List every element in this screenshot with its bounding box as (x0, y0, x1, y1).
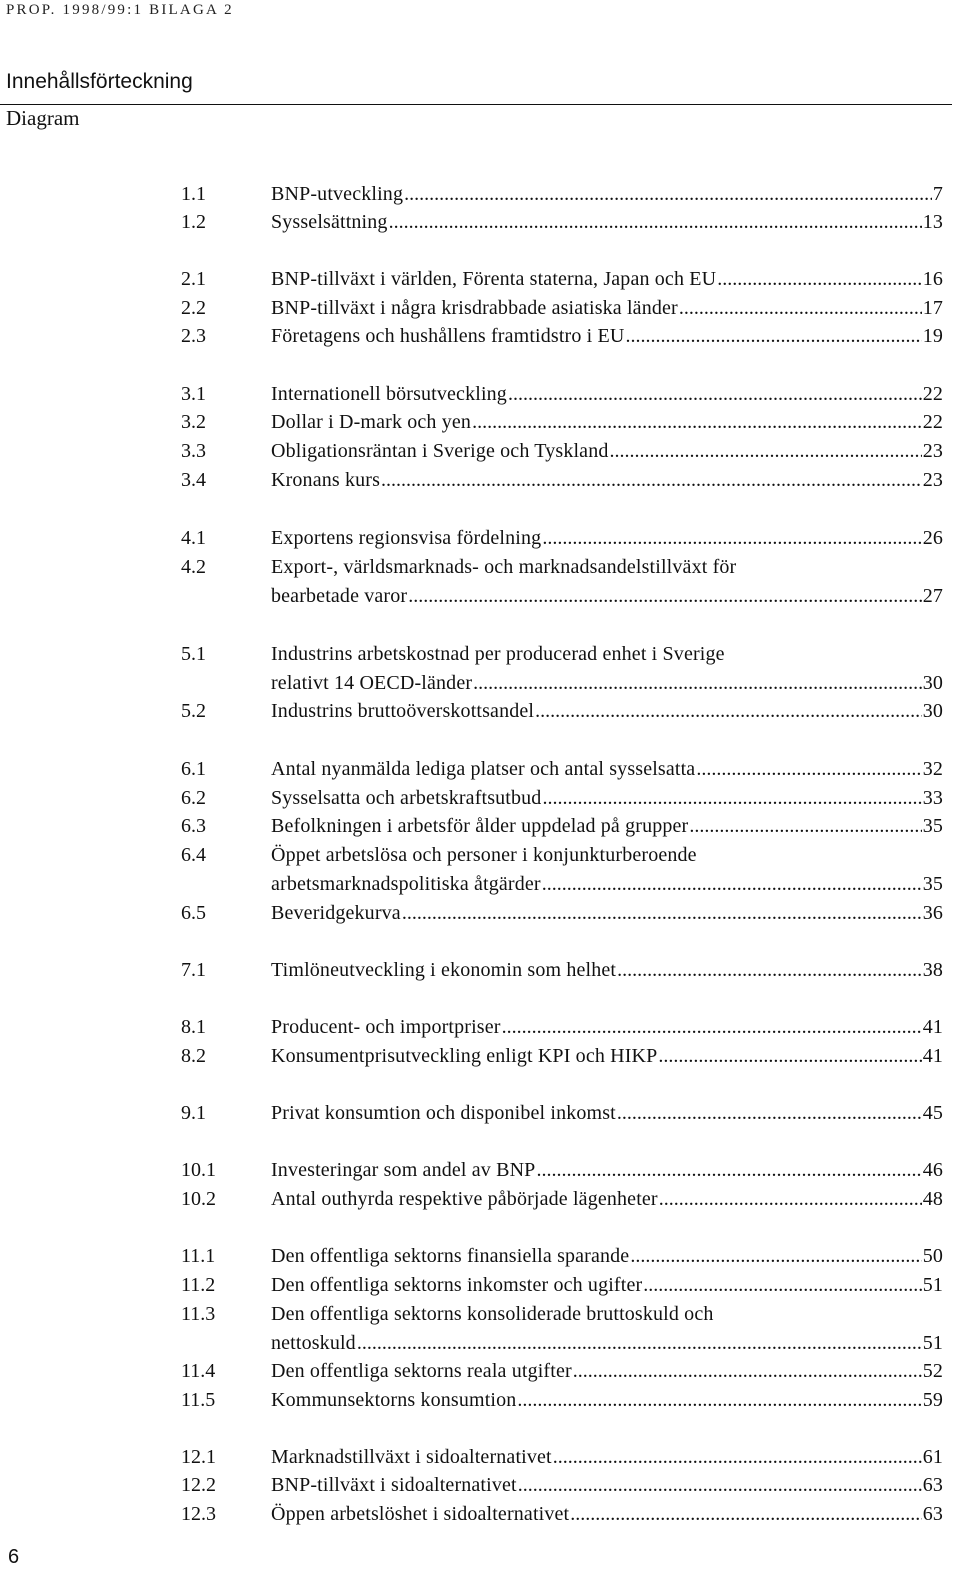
toc-entry-leader-line (271, 1156, 943, 1185)
page-number: 6 (8, 1546, 20, 1568)
toc-entry-body (271, 1300, 943, 1358)
toc-entry-number: 7.1 (181, 959, 206, 981)
toc-entry-title: Antal nyanmälda lediga platser och antal sysselsatta (271, 758, 696, 780)
toc-entry-body (271, 841, 943, 899)
toc-entry-body (271, 466, 943, 495)
dot-leader (542, 870, 922, 899)
toc-entry-title: Industrins bruttoöverskottsandel (271, 700, 535, 722)
toc-entry-body (271, 322, 943, 351)
toc-entry-page: 50 (922, 1245, 943, 1267)
toc-entry-body (271, 1471, 943, 1500)
dot-leader (542, 524, 921, 553)
toc-entry-page: 23 (922, 440, 943, 462)
dot-leader (643, 1271, 921, 1300)
toc-entry-title-line: Industrins arbetskostnad per producerad enhet i Sverige (271, 643, 725, 665)
toc-entry-leader-line (271, 208, 943, 237)
toc-entry-page: 26 (922, 527, 943, 549)
toc-entry-leader-line (271, 755, 943, 784)
dot-leader (553, 1443, 922, 1472)
toc-entry-body (271, 1443, 943, 1472)
dot-leader (630, 1242, 921, 1271)
toc-entry-page: 35 (922, 873, 943, 895)
toc-entry-page: 38 (922, 959, 943, 981)
toc-entry-title: Internationell börsutveckling (271, 383, 507, 405)
dot-leader (404, 180, 932, 209)
toc-entry-page: 16 (922, 268, 943, 290)
toc-entry-leader-line (271, 1099, 943, 1128)
toc-entry-body (271, 524, 943, 553)
dot-leader (535, 697, 922, 726)
toc-entry-number: 4.2 (181, 556, 206, 578)
toc-entry-title: Kommunsektorns konsumtion (271, 1389, 517, 1411)
toc-entry-body (271, 265, 943, 294)
page-header: PROP. 1998/99:1 BILAGA 2 (6, 2, 234, 18)
toc-entry-title: Företagens och hushållens framtidstro i EU (271, 325, 625, 347)
toc-entry-body (271, 1156, 943, 1185)
toc-entry-leader-line (271, 1500, 943, 1529)
toc-entry-page: 51 (922, 1274, 943, 1296)
toc-entry-leader-line (271, 1386, 943, 1415)
toc-entry-body (271, 1185, 943, 1214)
dot-leader (473, 669, 922, 698)
toc-entry-body (271, 812, 943, 841)
toc-entry-title: BNP-utveckling (271, 183, 404, 205)
toc-entry-body (271, 294, 943, 323)
toc-entry-leader-line (271, 784, 943, 813)
toc-entry-title: Investeringar som andel av BNP (271, 1159, 536, 1181)
toc-entry-number: 11.1 (181, 1245, 216, 1267)
toc-entry-number: 6.1 (181, 758, 206, 780)
document-title: Innehållsförteckning (6, 70, 193, 93)
toc-entry-title-line: Export-, världsmarknads- och marknadsandelstillväxt för (271, 556, 737, 578)
toc-entry-title: Sysselsättning (271, 211, 388, 233)
toc-entry-body (271, 899, 943, 928)
toc-entry-body (271, 1271, 943, 1300)
toc-entry-title: Konsumentprisutveckling enligt KPI och HIKP (271, 1045, 658, 1067)
toc-entry-number: 1.2 (181, 211, 206, 233)
toc-entry-body (271, 755, 943, 784)
toc-entry-leader-line (271, 1042, 943, 1071)
toc-entry-page: 36 (922, 902, 943, 924)
toc-entry-number: 2.2 (181, 297, 206, 319)
toc-entry-number: 10.1 (181, 1159, 216, 1181)
dot-leader (659, 1185, 922, 1214)
dot-leader (508, 380, 922, 409)
toc-entry-title: Exportens regionsvisa fördelning (271, 527, 542, 549)
toc-entry-page: 46 (922, 1159, 943, 1181)
dot-leader (536, 1156, 921, 1185)
toc-entry-number: 6.5 (181, 902, 206, 924)
dot-leader (610, 437, 922, 466)
toc-entry-number: 1.1 (181, 183, 206, 205)
dot-leader (679, 294, 922, 323)
toc-entry-number: 12.1 (181, 1446, 216, 1468)
toc-entry-body (271, 697, 943, 726)
toc-entry-number: 3.1 (181, 383, 206, 405)
toc-entry-leader-line (271, 1329, 943, 1358)
toc-entry-page: 7 (932, 183, 943, 205)
toc-entry-body (271, 408, 943, 437)
section-label: Diagram (6, 106, 80, 130)
dot-leader (617, 956, 922, 985)
toc-entry-page: 41 (922, 1045, 943, 1067)
toc-entry-leader-line (271, 265, 943, 294)
toc-entry-leader-line (271, 812, 943, 841)
toc-entry-number: 6.4 (181, 844, 206, 866)
toc-entry-leader-line (271, 524, 943, 553)
toc-entry-page: 27 (922, 585, 943, 607)
toc-entry-leader-line (271, 437, 943, 466)
toc-entry-number: 3.2 (181, 411, 206, 433)
toc-entry-number: 2.3 (181, 325, 206, 347)
toc-entry-page: 23 (922, 469, 943, 491)
dot-leader (518, 1471, 922, 1500)
toc-entry-leader-line (271, 870, 943, 899)
toc-entry-title: Den offentliga sektorns reala utgifter (271, 1360, 572, 1382)
toc-entry-title: Marknadstillväxt i sidoalternativet (271, 1446, 552, 1468)
dot-leader (381, 466, 922, 495)
toc-entry-number: 6.2 (181, 787, 206, 809)
toc-entry-leader-line (271, 697, 943, 726)
toc-entry-body (271, 640, 943, 698)
toc-entry-number: 12.3 (181, 1503, 216, 1525)
toc-entry-leader-line (271, 294, 943, 323)
dot-leader (389, 208, 922, 237)
toc-entry-page: 13 (922, 211, 943, 233)
toc-entry-number: 11.4 (181, 1360, 216, 1382)
dot-leader (517, 1386, 921, 1415)
toc-entry-page: 63 (922, 1474, 943, 1496)
toc-entry-title-line: Den offentliga sektorns konsoliderade bruttoskuld och (271, 1303, 714, 1325)
toc-entry-leader-line (271, 956, 943, 985)
toc-entry-page: 48 (922, 1188, 943, 1210)
toc-entry-page: 59 (922, 1389, 943, 1411)
toc-entry-leader-line (271, 582, 943, 611)
toc-entry-body (271, 1386, 943, 1415)
toc-entry-page: 61 (922, 1446, 943, 1468)
toc-entry-body (271, 1013, 943, 1042)
toc-entry-title: Befolkningen i arbetsför ålder uppdelad på grupper (271, 815, 689, 837)
toc-entry-leader-line (271, 322, 943, 351)
dot-leader (357, 1329, 922, 1358)
toc-entry-title: BNP-tillväxt i världen, Förenta staterna, Japan och EU (271, 268, 717, 290)
toc-entry-number: 11.5 (181, 1389, 216, 1411)
toc-entry-body (271, 553, 943, 611)
toc-entry-body (271, 1042, 943, 1071)
toc-entry-leader-line (271, 180, 943, 209)
toc-entry-title: Timlöneutveckling i ekonomin som helhet (271, 959, 617, 981)
dot-leader (617, 1099, 922, 1128)
toc-entry-body (271, 380, 943, 409)
dot-leader (625, 322, 921, 351)
toc-entry-page: 19 (922, 325, 943, 347)
toc-entry-page: 52 (922, 1360, 943, 1382)
toc-entry-title: BNP-tillväxt i några krisdrabbade asiatiska länder (271, 297, 678, 319)
toc-entry-number: 3.3 (181, 440, 206, 462)
toc-entry-page: 30 (922, 700, 943, 722)
toc-entry-title: Den offentliga sektorns finansiella sparande (271, 1245, 630, 1267)
toc-entry-leader-line (271, 1471, 943, 1500)
dot-leader (408, 582, 921, 611)
toc-entry-leader-line (271, 408, 943, 437)
toc-entry-leader-line (271, 899, 943, 928)
toc-entry-body (271, 1357, 943, 1386)
toc-entry-leader-line (271, 380, 943, 409)
toc-entry-number: 11.3 (181, 1303, 216, 1325)
toc-entry-title: relativt 14 OECD-länder (271, 672, 473, 694)
dot-leader (658, 1042, 921, 1071)
toc-entry-page: 32 (922, 758, 943, 780)
toc-entry-number: 8.1 (181, 1016, 206, 1038)
dot-leader (502, 1013, 922, 1042)
dot-leader (717, 265, 921, 294)
toc-entry-body (271, 1242, 943, 1271)
toc-entry-body (271, 180, 943, 209)
toc-entry-body (271, 784, 943, 813)
toc-entry-title: Öppen arbetslöshet i sidoalternativet (271, 1503, 570, 1525)
toc-entry-page: 63 (922, 1503, 943, 1525)
toc-entry-leader-line (271, 1443, 943, 1472)
toc-entry-title: Kronans kurs (271, 469, 381, 491)
toc-entry-number: 10.2 (181, 1188, 216, 1210)
toc-entry-title: bearbetade varor (271, 585, 408, 607)
toc-entry-body (271, 1099, 943, 1128)
toc-entry-leader-line (271, 669, 943, 698)
toc-entry-body (271, 208, 943, 237)
toc-entry-title: Beveridgekurva (271, 902, 401, 924)
toc-entry-leader-line (271, 1271, 943, 1300)
toc-entry-leader-line (271, 1013, 943, 1042)
toc-entry-title: Sysselsatta och arbetskraftsutbud (271, 787, 542, 809)
toc-entry-title: arbetsmarknadspolitiska åtgärder (271, 873, 541, 895)
toc-entry-page: 45 (922, 1102, 943, 1124)
dot-leader (696, 755, 921, 784)
toc-entry-page: 51 (922, 1332, 943, 1354)
toc-entry-title: Producent- och importpriser (271, 1016, 501, 1038)
toc-entry-page: 33 (922, 787, 943, 809)
toc-entry-title: Privat konsumtion och disponibel inkomst (271, 1102, 616, 1124)
toc-entry-page: 35 (922, 815, 943, 837)
toc-entry-number: 5.1 (181, 643, 206, 665)
toc-entry-number: 4.1 (181, 527, 206, 549)
toc-entry-body (271, 956, 943, 985)
toc-entry-title: nettoskuld (271, 1332, 356, 1354)
dot-leader (570, 1500, 921, 1529)
toc-entry-leader-line (271, 466, 943, 495)
toc-entry-title-line: Öppet arbetslösa och personer i konjunkturberoende (271, 844, 697, 866)
toc-entry-number: 3.4 (181, 469, 206, 491)
toc-entry-title: BNP-tillväxt i sidoalternativet (271, 1474, 517, 1496)
dot-leader (689, 812, 921, 841)
toc-entry-title: Dollar i D-mark och yen (271, 411, 472, 433)
toc-entry-page: 30 (922, 672, 943, 694)
toc-entry-number: 6.3 (181, 815, 206, 837)
toc-entry-number: 9.1 (181, 1102, 206, 1124)
toc-entry-number: 5.2 (181, 700, 206, 722)
toc-entry-leader-line (271, 1357, 943, 1386)
toc-entry-leader-line (271, 1185, 943, 1214)
toc-entry-number: 12.2 (181, 1474, 216, 1496)
toc-entry-body (271, 437, 943, 466)
toc-entry-number: 2.1 (181, 268, 206, 290)
toc-entry-leader-line (271, 1242, 943, 1271)
toc-entry-page: 22 (922, 383, 943, 405)
dot-leader (472, 408, 922, 437)
toc-entry-page: 41 (922, 1016, 943, 1038)
dot-leader (542, 784, 921, 813)
toc-entry-title: Obligationsräntan i Sverige och Tyskland (271, 440, 609, 462)
toc-entry-number: 8.2 (181, 1045, 206, 1067)
toc-entry-page: 17 (922, 297, 943, 319)
dot-leader (402, 899, 922, 928)
dot-leader (573, 1357, 922, 1386)
toc-entry-body (271, 1500, 943, 1529)
toc-entry-title: Den offentliga sektorns inkomster och ugifter (271, 1274, 643, 1296)
toc-entry-title: Antal outhyrda respektive påbörjade lägenheter (271, 1188, 658, 1210)
toc-entry-page: 22 (922, 411, 943, 433)
toc-entry-number: 11.2 (181, 1274, 216, 1296)
